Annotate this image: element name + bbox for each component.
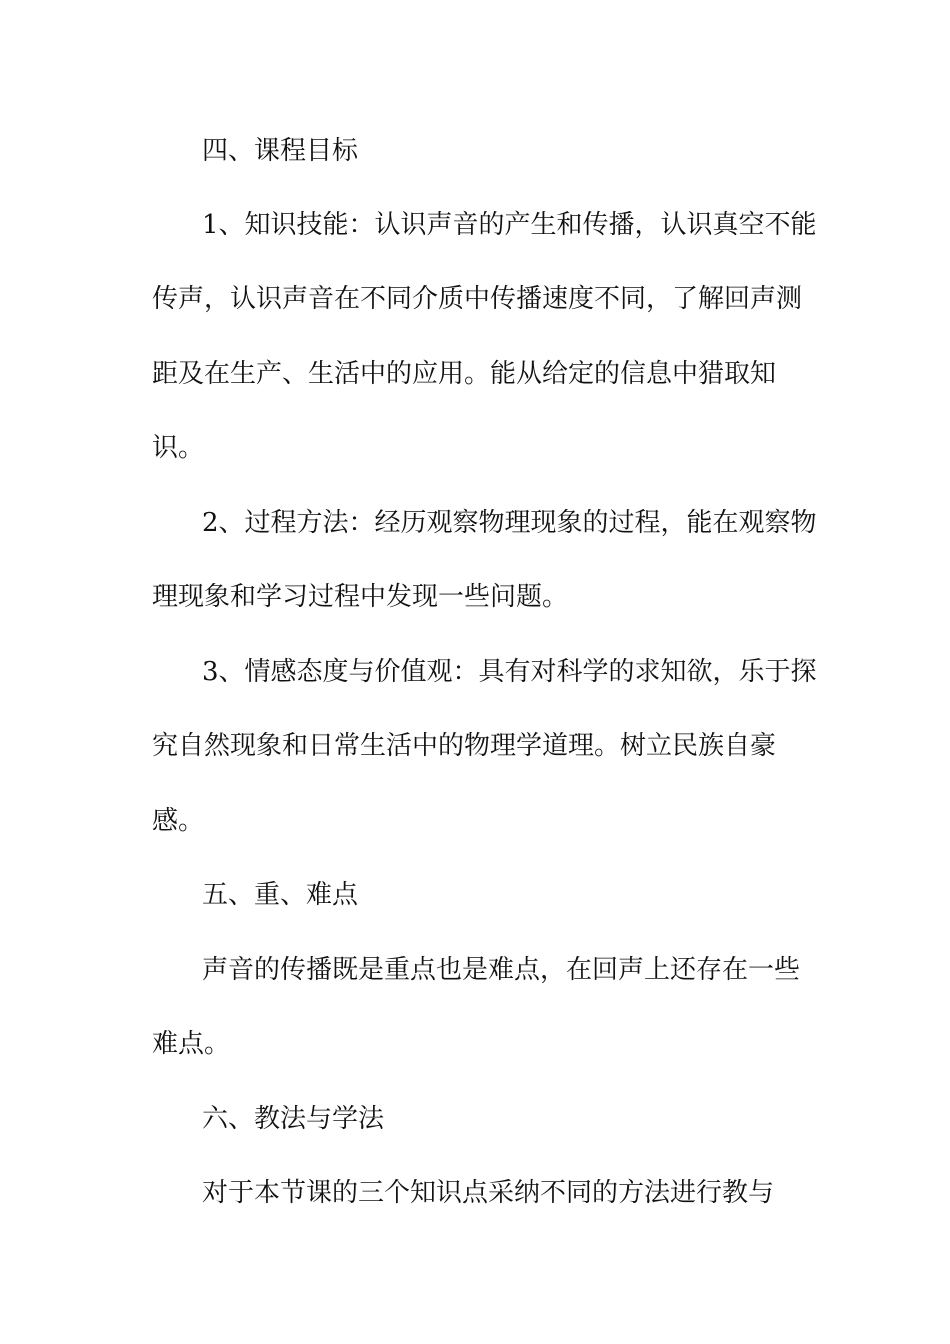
paragraph-line: 3、情感态度与价值观：具有对科学的求知欲，乐于探 [202,657,817,687]
paragraph-line: 感。 [152,806,205,836]
paragraph-line: 1、知识技能：认识声音的产生和传播，认识真空不能 [202,210,817,240]
paragraph-line: 难点。 [152,1029,231,1059]
paragraph-line: 理现象和学习过程中发现一些问题。 [152,582,569,612]
section-heading-teaching-methods: 六、教法与学法 [202,1104,385,1134]
section-heading-course-goals: 四、课程目标 [202,136,359,166]
section-heading-key-points: 五、重、难点 [202,880,359,910]
paragraph-line: 声音的传播既是重点也是难点，在回声上还存在一些 [202,955,801,985]
paragraph-line: 传声，认识声音在不同介质中传播速度不同，了解回声测 [152,284,803,314]
paragraph-line: 2、过程方法：经历观察物理现象的过程，能在观察物 [202,508,817,538]
paragraph-line: 究自然现象和日常生活中的物理学道理。树立民族自豪 [152,731,777,761]
paragraph-line: 对于本节课的三个知识点采纳不同的方法进行教与 [202,1178,775,1208]
paragraph-line: 识。 [152,433,205,463]
paragraph-line: 距及在生产、生活中的应用。能从给定的信息中猎取知 [152,359,777,389]
